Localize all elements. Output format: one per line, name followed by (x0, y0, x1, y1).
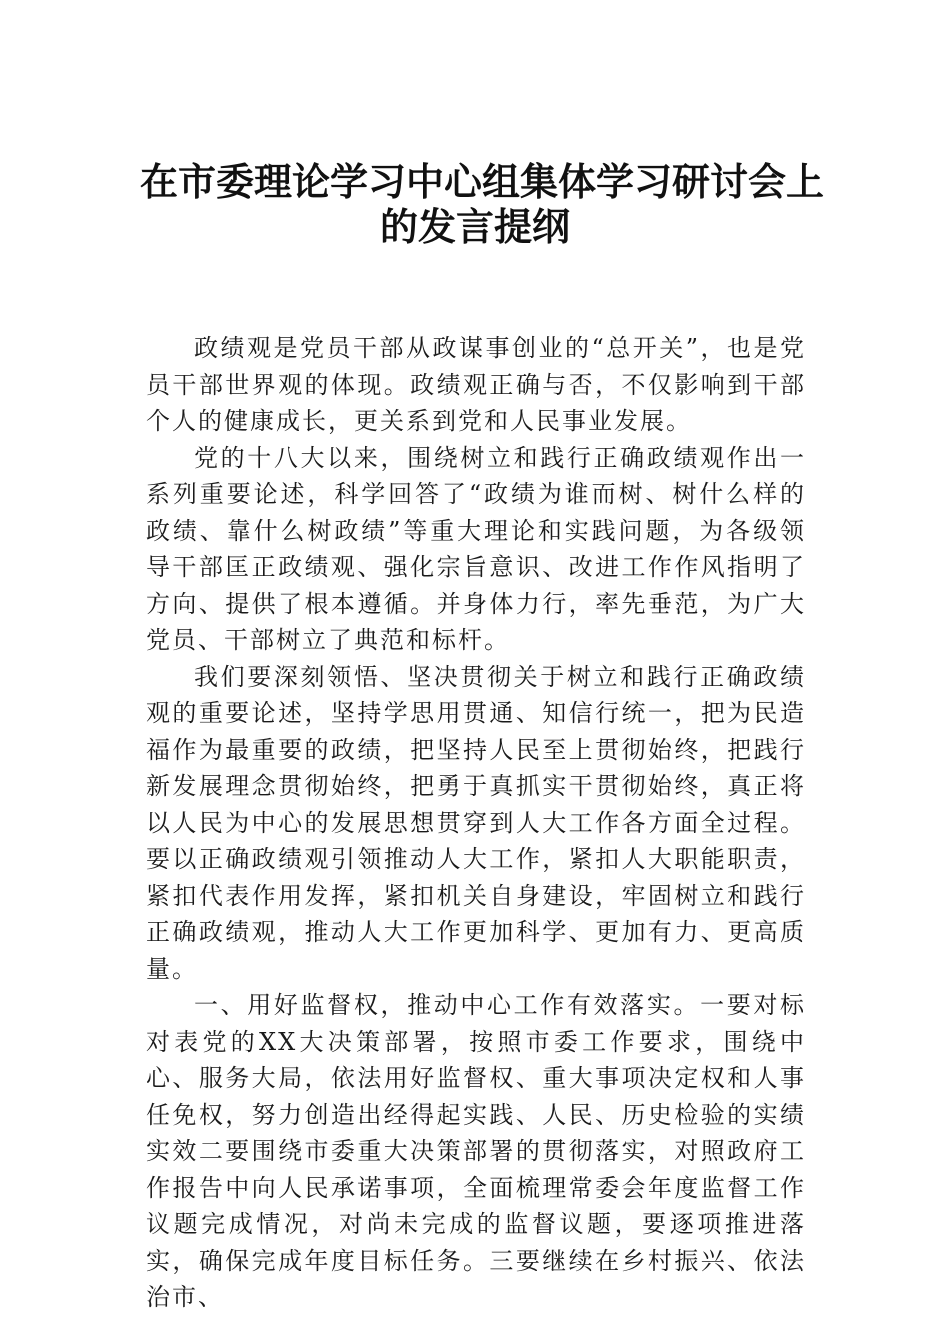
document-title-line-2: 的发言提纲 (379, 204, 570, 249)
document-body (146, 330, 806, 1316)
body-paragraph-3: 我们要深刻领悟、坚决贯彻关于树立和践行正确政绩观的重要论述，坚持学思用贯通、知信行统一，把为民造福作为最重要的政绩，把坚持人民至上贯彻始终，把践行新发展理念贯彻始终，把勇于真抓实干贯彻始终，真正将以人民为中心的发展思想贯穿到人大工作各方面全过程。要以正确政绩观引领推动人大工作，紧扣人大职能职责，紧扣代表作用发挥，紧扣机关自身建设，牢固树立和践行正确政绩观，推动人大工作更加科学、更加有力、更高质量。 (146, 662, 806, 983)
body-paragraph-1: 政绩观是党员干部从政谋事创业的“总开关”，也是党员干部世界观的体现。政绩观正确与否，不仅影响到干部个人的健康成长，更关系到党和人民事业发展。 (146, 334, 806, 435)
body-paragraph-4: 一、用好监督权，推动中心工作有效落实。一要对标对表党的XX大决策部署，按照市委工作要求，围绕中心、服务大局，依法用好监督权、重大事项决定权和人事任免权，努力创造出经得起实践、人民、历史检验的实绩实效二要围绕市委重大决策部署的贯彻落实，对照政府工作报告中向人民承诺事项，全面梳理常委会年度监督工作议题完成情况，对尚未完成的监督议题，要逐项推进落实，确保完成年度目标任务。三要继续在乡村振兴、依法治市、 (146, 991, 806, 1311)
body-paragraph-2: 党的十八大以来，围绕树立和践行正确政绩观作出一系列重要论述，科学回答了“政绩为谁而树、树什么样的政绩、靠什么树政绩”等重大理论和实践问题，为各级领导干部匡正政绩观、强化宗旨意识、改进工作作风指明了方向、提供了根本遵循。并身体力行，率先垂范，为广大党员、干部树立了典范和标杆。 (146, 443, 806, 654)
document-title-line-1: 在市委理论学习中心组集体学习研讨会上 (140, 159, 825, 204)
